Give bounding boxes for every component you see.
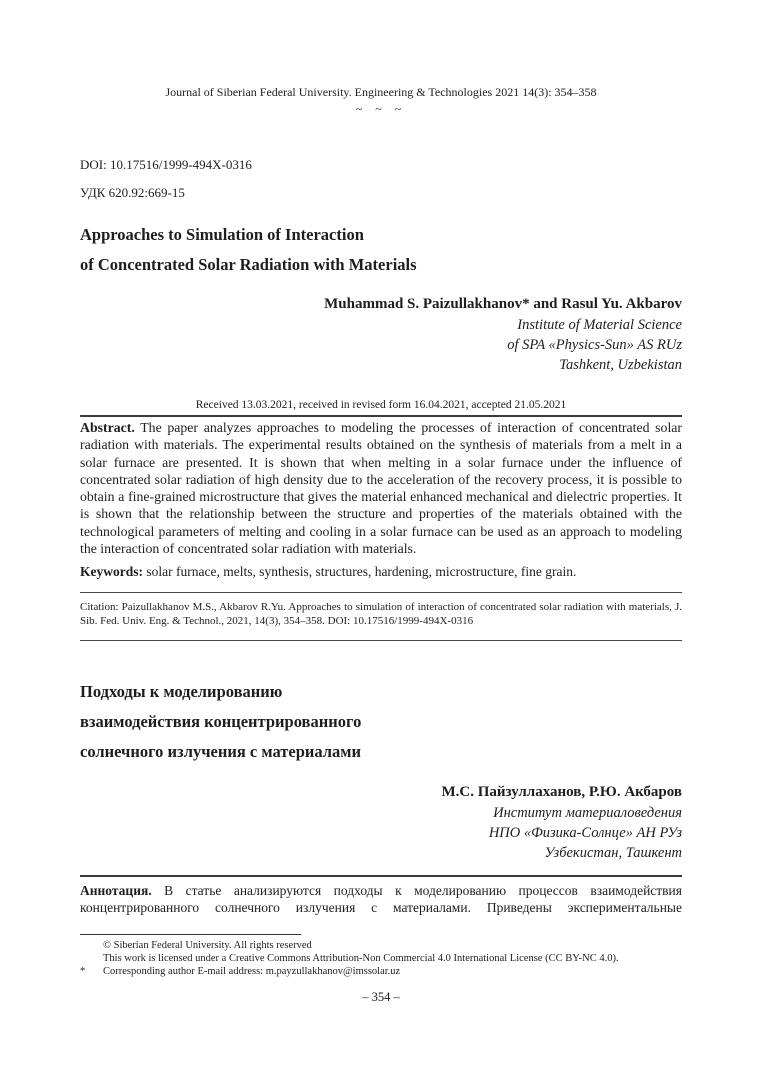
corresponding-author-text: Corresponding author E-mail address: m.payzullakhanov@imssolar.uz bbox=[103, 966, 401, 978]
udk-line: УДК 620.92:669-15 bbox=[80, 185, 185, 200]
paper-title-en bbox=[80, 220, 682, 280]
doi-line: DOI: 10.17516/1999-494X-0316 bbox=[80, 157, 252, 172]
journal-header: Journal of Siberian Federal University. Engineering & Technologies 2021 14(3): 354–358 bbox=[165, 85, 597, 99]
byline-en bbox=[80, 294, 682, 375]
copyright-line: © Siberian Federal University. All rights reserved bbox=[103, 940, 312, 951]
keywords-label: Keywords: bbox=[80, 564, 143, 579]
abstract-en-text: The paper analyzes approaches to modeling the processes of interaction of concentrated solar radiation with materials. The experimental results obtained on the synthesis of materials from a melt in a solar furnace are presented. It is shown that when melting in a solar furnace under the influence of concentrated solar radiation of high density due to the acceleration of the recovery process, it is possible to obtain a fine-grained microstructure that gives the material enhanced mechanical and dielectric properties. It is shown that the relationship between the structure and properties of the materials obtained with the technological parameters of melting and cooling in a solar furnace can be used as an approach to modeling the interaction of concentrated solar radiation with materials. bbox=[80, 420, 682, 557]
abstract-en-label: Abstract. bbox=[80, 420, 135, 435]
rule-above-annotation bbox=[80, 875, 682, 877]
abstract-ru-text: В статье анализируются подходы к моделированию процессов взаимодействия концентрированного солнечного излучения с материалами. Приведены экспериментальные bbox=[80, 883, 682, 915]
byline-ru bbox=[80, 782, 682, 863]
corresponding-author-line bbox=[80, 965, 682, 978]
citation-block: Citation: Paizullakhanov M.S., Akbarov R.Yu. Approaches to simulation of interaction of concentrated solar radiation with materials, J. Sib. Fed. Univ. Eng. & Technol., 2021, 14(3), 354–358. DOI: 10.17516/1999-494X-0316 bbox=[80, 601, 682, 627]
abstract-en bbox=[80, 419, 682, 557]
paper-title-en-line1: Approaches to Simulation of Interaction bbox=[80, 225, 364, 244]
license-line: This work is licensed under a Creative Commons Attribution-Non Commercial 4.0 International License (CC BY-NC 4.0). bbox=[103, 953, 619, 965]
keywords-en bbox=[80, 563, 682, 580]
paper-title-en-line2: of Concentrated Solar Radiation with Materials bbox=[80, 255, 417, 274]
paper-title-ru bbox=[80, 677, 682, 767]
affiliation-ru-line2: НПО «Физика-Солнце» АН РУз bbox=[488, 825, 682, 841]
footnote-rule bbox=[80, 934, 301, 935]
affiliation-ru-line3: Узбекистан, Ташкент bbox=[544, 845, 682, 861]
affiliation-ru-line1: Институт материаловедения bbox=[493, 805, 682, 821]
abstract-ru-label: Аннотация. bbox=[80, 883, 152, 898]
page-number: – 354 – bbox=[362, 990, 400, 1004]
received-dates: Received 13.03.2021, received in revised form 16.04.2021, accepted 21.05.2021 bbox=[195, 399, 567, 411]
affiliation-en-line1: Institute of Material Science bbox=[517, 317, 682, 333]
authors-en: Muhammad S. Paizullakhanov* and Rasul Yu. Akbarov bbox=[324, 296, 682, 312]
tilde-separator: ~ ~ ~ bbox=[355, 102, 407, 116]
authors-ru: М.С. Пайзуллаханов, Р.Ю. Акбаров bbox=[441, 784, 682, 800]
rule-citation-top bbox=[80, 592, 682, 593]
rule-citation-bottom bbox=[80, 640, 682, 641]
affiliation-en-line3: Tashkent, Uzbekistan bbox=[559, 357, 682, 373]
keywords-text: solar furnace, melts, synthesis, structures, hardening, microstructure, fine grain. bbox=[143, 564, 577, 579]
paper-title-ru-line1: Подходы к моделированию bbox=[80, 682, 283, 701]
rule-under-received bbox=[80, 415, 682, 417]
asterisk-marker: * bbox=[80, 966, 86, 978]
paper-title-ru-line2: взаимодействия концентрированного bbox=[80, 712, 362, 731]
paper-title-ru-line3: солнечного излучения с материалами bbox=[80, 742, 362, 761]
footnote-block bbox=[80, 934, 682, 979]
abstract-ru bbox=[80, 883, 682, 917]
affiliation-en-line2: of SPA «Physics-Sun» AS RUz bbox=[507, 337, 682, 353]
